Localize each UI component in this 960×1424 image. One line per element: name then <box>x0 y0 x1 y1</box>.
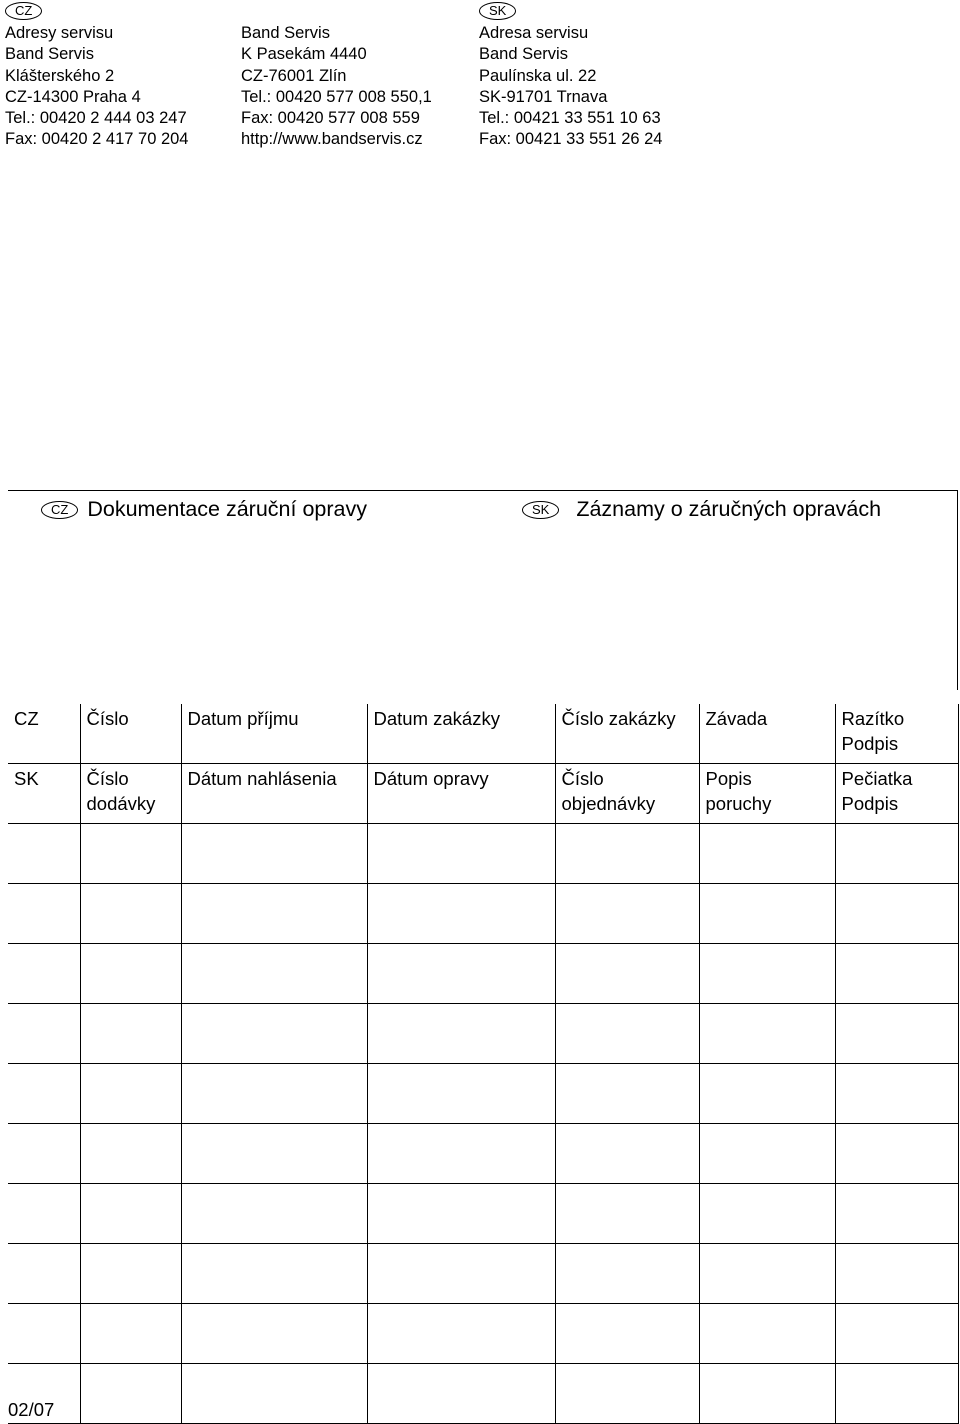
header-cell: Datum zakázky <box>367 704 555 764</box>
entry-cell[interactable] <box>835 1244 958 1304</box>
address-line: Fax: 00420 577 008 559 <box>241 109 420 128</box>
entry-cell[interactable] <box>699 1184 835 1244</box>
header-cell: Závada <box>699 704 835 764</box>
table-row <box>8 1364 958 1424</box>
entry-cell[interactable] <box>80 1304 181 1364</box>
entry-cell[interactable] <box>181 944 367 1004</box>
entry-cell[interactable] <box>555 824 699 884</box>
address-line: Fax: 00420 2 417 70 204 <box>5 130 189 149</box>
entry-cell[interactable] <box>367 884 555 944</box>
entry-cell[interactable] <box>699 1124 835 1184</box>
entry-cell[interactable] <box>555 1304 699 1364</box>
entry-cell[interactable] <box>8 824 80 884</box>
entry-cell[interactable] <box>80 1244 181 1304</box>
entry-cell[interactable] <box>80 1184 181 1244</box>
entry-cell[interactable] <box>367 1064 555 1124</box>
address-block-sk <box>479 0 662 151</box>
entry-cell[interactable] <box>80 1364 181 1424</box>
header-cell: Číslo zakázky <box>555 704 699 764</box>
entry-cell[interactable] <box>181 1124 367 1184</box>
entry-cell[interactable] <box>835 884 958 944</box>
table-row <box>8 944 958 1004</box>
header-cell: SK <box>8 764 80 824</box>
entry-cell[interactable] <box>555 1244 699 1304</box>
entry-cell[interactable] <box>555 1004 699 1064</box>
warranty-repair-table <box>8 704 959 1424</box>
entry-cell[interactable] <box>367 1124 555 1184</box>
address-line: Tel.: 00420 2 444 03 247 <box>5 109 187 128</box>
entry-cell[interactable] <box>835 1124 958 1184</box>
entry-cell[interactable] <box>8 944 80 1004</box>
entry-cell[interactable] <box>699 824 835 884</box>
entry-cell[interactable] <box>181 824 367 884</box>
table-row <box>8 824 958 884</box>
header-cell: Číslo dodávky <box>80 764 181 824</box>
entry-cell[interactable] <box>181 1184 367 1244</box>
header-cell: Dátum nahlásenia <box>181 764 367 824</box>
entry-cell[interactable] <box>699 944 835 1004</box>
entry-cell[interactable] <box>835 1064 958 1124</box>
address-line: CZ-14300 Praha 4 <box>5 87 141 106</box>
entry-cell[interactable] <box>367 1184 555 1244</box>
header-cell: Popis poruchy <box>699 764 835 824</box>
entry-cell[interactable] <box>699 1064 835 1124</box>
entry-cell[interactable] <box>367 824 555 884</box>
entry-cell[interactable] <box>8 1004 80 1064</box>
entry-cell[interactable] <box>80 884 181 944</box>
entry-cell[interactable] <box>699 1004 835 1064</box>
header-cell: Dátum opravy <box>367 764 555 824</box>
entry-cell[interactable] <box>181 1244 367 1304</box>
section-title-sk <box>522 497 881 522</box>
entry-cell[interactable] <box>555 1124 699 1184</box>
section-title-text: Dokumentace záruční opravy <box>87 497 367 521</box>
address-line: Band Servis <box>479 45 568 64</box>
address-line: Fax: 00421 33 551 26 24 <box>479 130 663 149</box>
sk-badge: SK <box>479 2 516 20</box>
entry-cell[interactable] <box>367 1364 555 1424</box>
table-row <box>8 1064 958 1124</box>
entry-cell[interactable] <box>8 1304 80 1364</box>
entry-cell[interactable] <box>80 1004 181 1064</box>
address-line: Adresa servisu <box>479 24 589 42</box>
cz-badge: CZ <box>41 501 78 519</box>
sk-badge: SK <box>522 501 559 519</box>
address-line: SK-91701 Trnava <box>479 87 608 106</box>
header-cell: Datum příjmu <box>181 704 367 764</box>
table-row <box>8 1004 958 1064</box>
entry-cell[interactable] <box>80 944 181 1004</box>
entry-cell[interactable] <box>835 1304 958 1364</box>
entry-cell[interactable] <box>8 1244 80 1304</box>
entry-cell[interactable] <box>181 1064 367 1124</box>
entry-cell[interactable] <box>835 1004 958 1064</box>
entry-cell[interactable] <box>555 1064 699 1124</box>
table-row <box>8 884 958 944</box>
entry-cell[interactable] <box>80 1064 181 1124</box>
entry-cell[interactable] <box>835 1364 958 1424</box>
entry-cell[interactable] <box>699 1244 835 1304</box>
entry-cell[interactable] <box>181 1304 367 1364</box>
entry-cell[interactable] <box>80 824 181 884</box>
entry-cell[interactable] <box>8 1124 80 1184</box>
cz-badge: CZ <box>5 2 42 20</box>
header-cell: Číslo objednávky <box>555 764 699 824</box>
entry-cell[interactable] <box>555 1364 699 1424</box>
entry-cell[interactable] <box>181 1004 367 1064</box>
address-line: Band Servis <box>241 24 330 42</box>
header-cell: CZ <box>8 704 80 764</box>
entry-cell[interactable] <box>555 944 699 1004</box>
website-link[interactable]: http://www.bandservis.cz <box>241 130 423 149</box>
entry-cell[interactable] <box>181 884 367 944</box>
entry-cell[interactable] <box>80 1124 181 1184</box>
table-row <box>8 1184 958 1244</box>
address-line: Adresy servisu <box>5 24 114 42</box>
address-block-cz <box>5 0 188 151</box>
header-cell: Pečiatka Podpis <box>835 764 958 824</box>
entry-cell[interactable] <box>835 1184 958 1244</box>
entry-cell[interactable] <box>181 1364 367 1424</box>
table-row <box>8 1304 958 1364</box>
entry-cell[interactable] <box>367 1004 555 1064</box>
entry-cell[interactable] <box>8 884 80 944</box>
address-line: K Pasekám 4440 <box>241 45 367 64</box>
section-title-cz <box>41 497 367 522</box>
address-block-cz-zlin <box>241 23 432 151</box>
table-row <box>8 1124 958 1184</box>
entry-cell[interactable] <box>835 824 958 884</box>
document-code: 02/07 <box>8 1399 55 1420</box>
entry-cell[interactable] <box>699 884 835 944</box>
header-row-sk <box>8 764 958 824</box>
address-line: Paulínska ul. 22 <box>479 66 597 85</box>
entry-cell[interactable] <box>8 1064 80 1124</box>
entry-cell[interactable] <box>8 1184 80 1244</box>
entry-cell[interactable] <box>555 1184 699 1244</box>
entry-cell[interactable] <box>835 944 958 1004</box>
entry-cell[interactable] <box>699 1304 835 1364</box>
entry-cell[interactable] <box>699 1364 835 1424</box>
header-row-cz <box>8 704 958 764</box>
address-line: Band Servis <box>5 45 94 64</box>
entry-cell[interactable] <box>367 1244 555 1304</box>
header-cell: Číslo <box>80 704 181 764</box>
address-line: Klášterského 2 <box>5 66 115 85</box>
address-line: Tel.: 00420 577 008 550,1 <box>241 87 432 106</box>
header-cell: Razítko Podpis <box>835 704 958 764</box>
address-line: Tel.: 00421 33 551 10 63 <box>479 109 661 128</box>
address-line: CZ-76001 Zlín <box>241 66 347 85</box>
table-row <box>8 1244 958 1304</box>
entry-cell[interactable] <box>555 884 699 944</box>
section-title-text: Záznamy o záručných opravách <box>576 497 882 521</box>
entry-cell[interactable] <box>367 1304 555 1364</box>
entry-cell[interactable] <box>367 944 555 1004</box>
